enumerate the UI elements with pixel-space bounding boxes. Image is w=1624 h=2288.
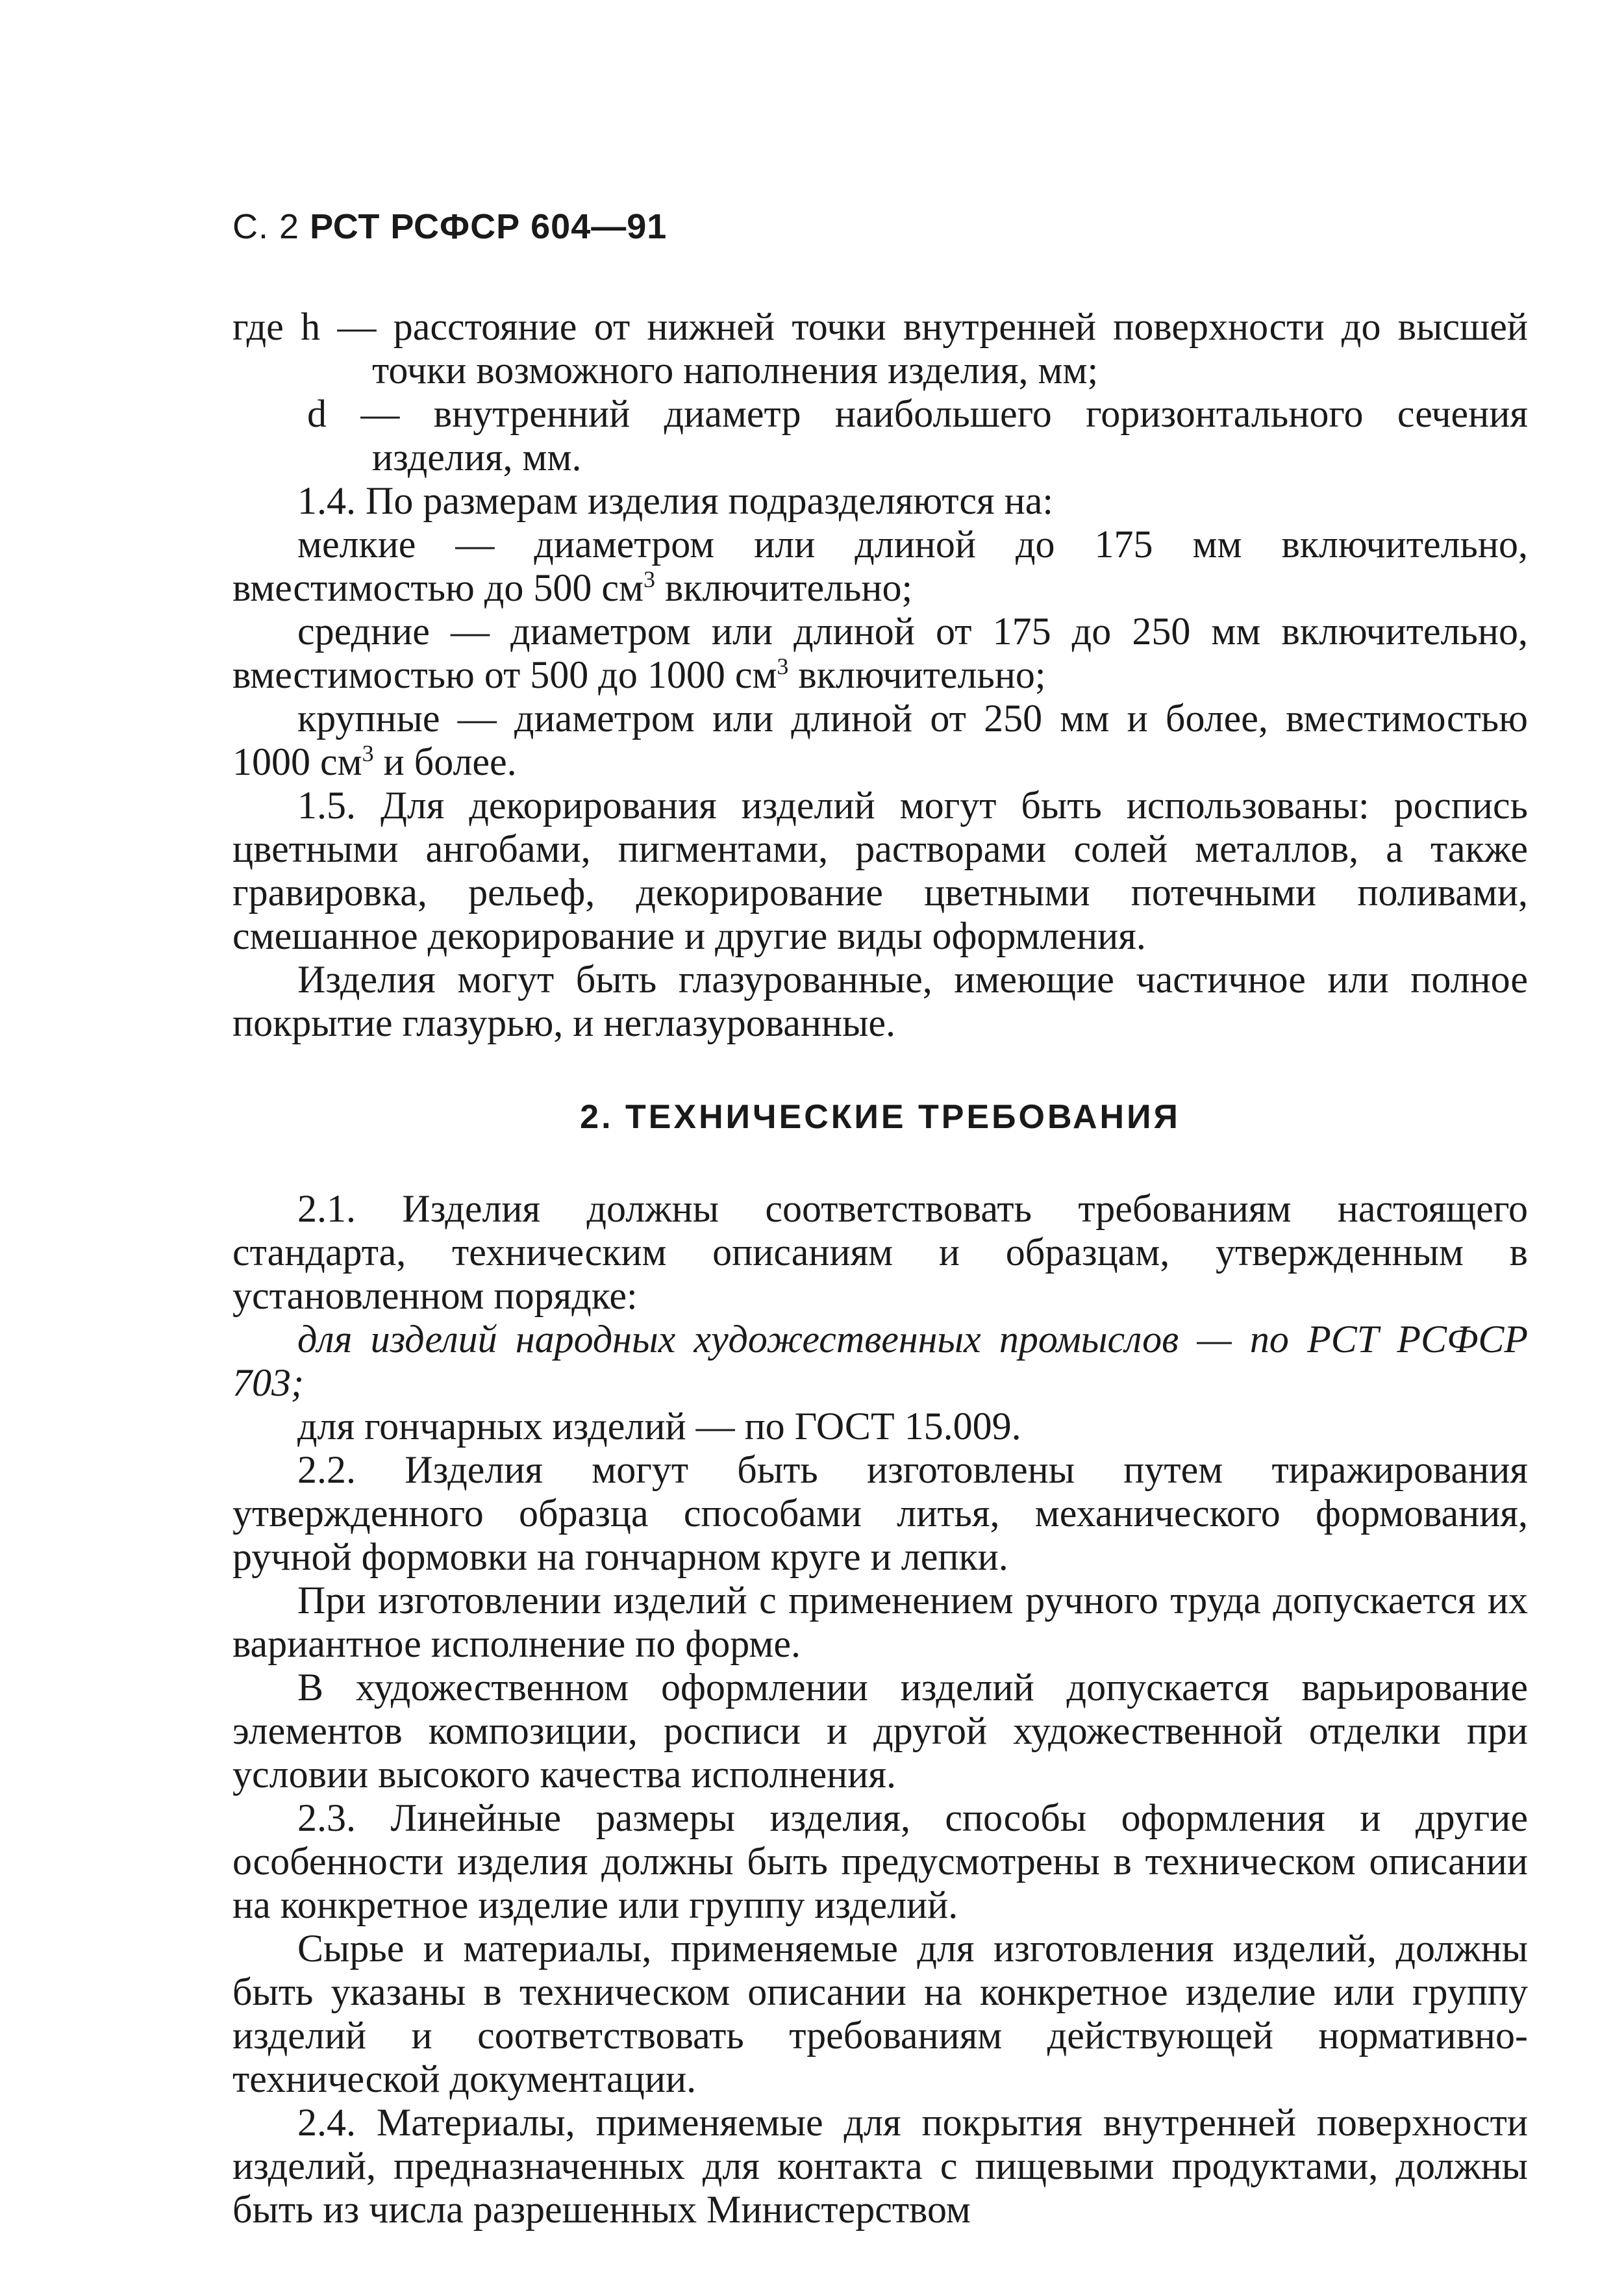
clause-2-2-manual: При изготовлении изделий с применением ручного труда допускается их вариантное исполнение по форме. — [232, 1579, 1528, 1665]
clause-2-2-artistic: В художественном оформлении изделий допускается варьирование элементов композиции, росписи и другой художественной отделки при условии высокого качества исполнения. — [232, 1666, 1528, 1796]
clause-2-3: 2.3. Линейные размеры изделия, способы оформления и другие особенности изделия должны быть предусмотрены в техническом описании на конкретное изделие или группу изделий. — [232, 1796, 1528, 1926]
page-header — [232, 207, 667, 247]
clause-2-2: 2.2. Изделия могут быть изготовлены путем тиражирования утвержденного образца способами литья, механического формования, ручной формовки на гончарном круге и лепки. — [232, 1448, 1528, 1578]
clause-1-5-glaze: Изделия могут быть глазурованные, имеющие частичное или полное покрытие глазурью, и неглазурованные. — [232, 958, 1528, 1044]
size-large: крупные — диаметром или длиной от 250 мм и более, вместимостью 1000 $см^3$ и более. — [232, 697, 1528, 783]
clause-2-1: 2.1. Изделия должны соответствовать требованиям настоящего стандарта, техническим описаниям и образцам, утвержденным в установленном порядке: — [232, 1187, 1528, 1317]
page-number: С. 2 — [232, 207, 300, 246]
definition-d: d — внутренний диаметр наибольшего горизонтального сечения изделия, мм. — [307, 392, 1528, 479]
size-medium: средние — диаметром или длиной от 175 до 250 мм включительно, вместимостью от 500 до 1000 $см^3$ включительно; — [232, 610, 1528, 696]
document-body — [232, 305, 1528, 2231]
standard-code: РСТ РСФСР 604—91 — [310, 207, 668, 246]
clause-2-3-materials: Сырье и материалы, применяемые для изготовления изделий, должны быть указаны в техническом описании на конкретное изделие или группу изделий и соответствовать требованиям действующей нормативно-технической документации. — [232, 1927, 1528, 2100]
clause-1-5: 1.5. Для декорирования изделий могут быть использованы: роспись цветными ангобами, пигментами, растворами солей металлов, а также гравировка, рельеф, декорирование цветными потечными поливами, смешанное декорирование и другие виды оформления. — [232, 784, 1528, 957]
clause-2-1-pottery: для гончарных изделий — по ГОСТ 15.009. — [297, 1405, 1021, 1448]
definition-h: где h — расстояние от нижней точки внутренней поверхности до высшей точки возможного наполнения изделия, мм; — [232, 305, 1528, 392]
clause-2-1-folk: для изделий народных художественных промыслов — по РСТ РСФСР 703; — [232, 1318, 1528, 1404]
section-2-title: 2. ТЕХНИЧЕСКИЕ ТРЕБОВАНИЯ — [580, 1098, 1181, 1136]
size-small: мелкие — диаметром или длиной до 175 мм включительно, вместимостью до 500 $см^3$ включительно; — [232, 523, 1528, 609]
clause-1-4-intro: 1.4. По размерам изделия подразделяются на: — [297, 479, 1054, 522]
definitions — [232, 305, 1528, 479]
clause-2-4: 2.4. Материалы, применяемые для покрытия внутренней поверхности изделий, предназначенных для контакта с пищевыми продуктами, должны быть из числа разрешенных Министерством — [232, 2101, 1528, 2231]
